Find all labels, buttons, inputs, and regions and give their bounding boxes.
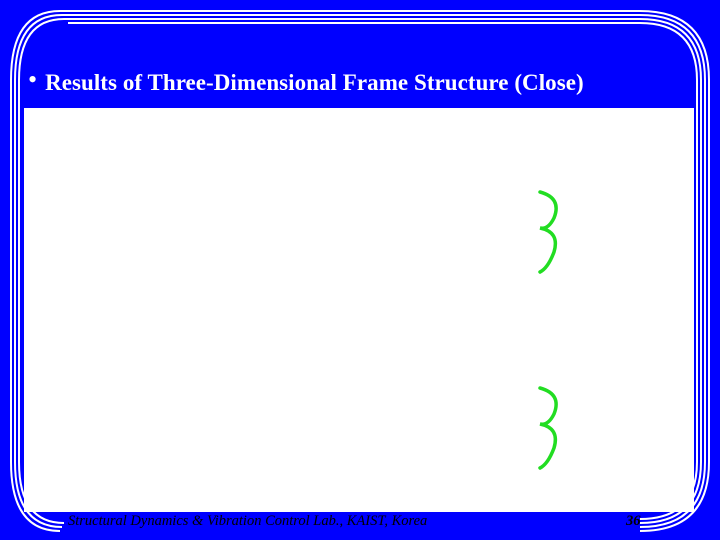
spring-upper-icon	[540, 192, 556, 272]
title-text: Results of Three-Dimensional Frame Structure (Close)	[45, 70, 584, 95]
spring-diagram	[24, 108, 694, 512]
spring-lower-icon	[540, 388, 556, 468]
slide-title	[28, 64, 584, 102]
content-panel	[24, 108, 694, 512]
page-number: 36	[626, 513, 641, 529]
bullet-icon: •	[28, 65, 38, 94]
footer-lab-name: Structural Dynamics & Vibration Control Lab., KAIST, Korea	[68, 513, 428, 529]
